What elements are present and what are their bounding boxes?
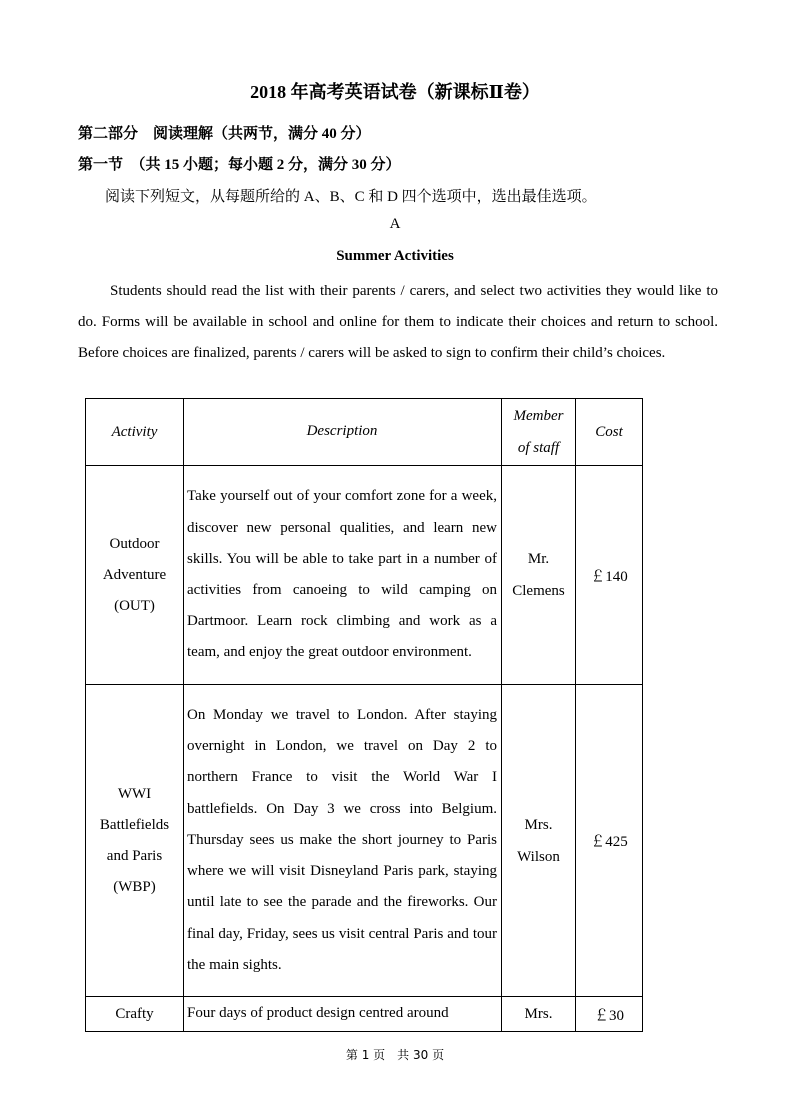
footer-suffix: 页 (432, 1048, 445, 1062)
staff-line: Mrs. (524, 816, 553, 833)
instruction-text: 阅读下列短文，从每题所给的 A、B、C 和 D 四个选项中，选出最佳选项。 (105, 189, 597, 205)
activity-cell (86, 997, 184, 1032)
staff-line: Mrs. (524, 1006, 553, 1022)
activity-line: Outdoor (109, 535, 160, 552)
cost-cell: ￡30 (576, 997, 643, 1032)
activity-line: Adventure (102, 566, 167, 583)
staff-line: Wilson (517, 848, 560, 865)
part-heading: 第二部分 阅读理解（共两节，满分 40 分） (78, 126, 371, 142)
table-row (86, 685, 643, 997)
activity-line: (OUT) (114, 597, 155, 614)
header-staff-line2: of staff (517, 440, 560, 456)
footer-prefix: 第 (345, 1048, 358, 1062)
activity-cell (86, 685, 184, 997)
page-title: 2018 年高考英语试卷（新课标Ⅱ卷） (250, 82, 540, 102)
table-header-row (86, 399, 643, 466)
staff-cell (502, 685, 576, 997)
staff-cell (502, 466, 576, 685)
footer-page-number: 1 (361, 1048, 370, 1062)
description-cell: On Monday we travel to London. After staying overnight in London, we travel on Day 2 to northern France to visit the World War I battlefields. On Day 3 we cross into Belgium. Thursday sees us make the short journey to Paris where we will visit Disneyland Paris park, staying until late to see the parade and the fireworks. Our final day, Friday, sees us visit central Paris and tour the main sights. (184, 685, 502, 997)
description-cell: Take yourself out of your comfort zone for a week, discover new personal qualities, and learn new skills. You will be able to take part in a number of activities from canoeing to wild camping on Dartmoor. Learn rock climbing and work as a team, and enjoy the great outdoor environment. (184, 466, 502, 685)
cost-cell: ￡140 (576, 466, 643, 685)
staff-line: Mr. (527, 551, 550, 567)
intro-paragraph: Students should read the list with their parents / carers, and select two activities they would like to do. Forms will be available in school and online for them to indicate their choices and return to school. Before choices are finalized, parents / carers will be asked to sign to confirm their child’s choices. (78, 283, 718, 361)
description-cell: Four days of product design centred around (184, 997, 502, 1032)
passage-title: Summer Activities (336, 248, 454, 264)
staff-cell (502, 997, 576, 1032)
activity-line: and Paris (106, 847, 163, 864)
activity-line: Crafty (115, 1005, 154, 1022)
activities-table (85, 398, 643, 1032)
staff-line: Clemens (512, 583, 565, 599)
activity-line: (WBP) (113, 878, 156, 895)
footer-total-pages: 30 (413, 1048, 429, 1062)
cost-cell: ￡425 (576, 685, 643, 997)
table-row (86, 997, 643, 1032)
activity-line: WWI (117, 785, 152, 802)
header-staff-line1: Member (513, 408, 564, 424)
page-footer (0, 1046, 790, 1063)
header-description: Description (184, 399, 502, 466)
header-cost: Cost (576, 399, 643, 466)
section-heading: 第一节 （共 15 小题；每小题 2 分，满分 30 分） (78, 157, 401, 173)
footer-middle: 页 共 (373, 1048, 410, 1062)
activity-cell (86, 466, 184, 685)
header-activity: Activity (86, 399, 184, 466)
header-member-of-staff (502, 399, 576, 466)
passage-label: A (389, 216, 401, 232)
activity-line: Battlefields (99, 816, 170, 833)
table-row (86, 466, 643, 685)
